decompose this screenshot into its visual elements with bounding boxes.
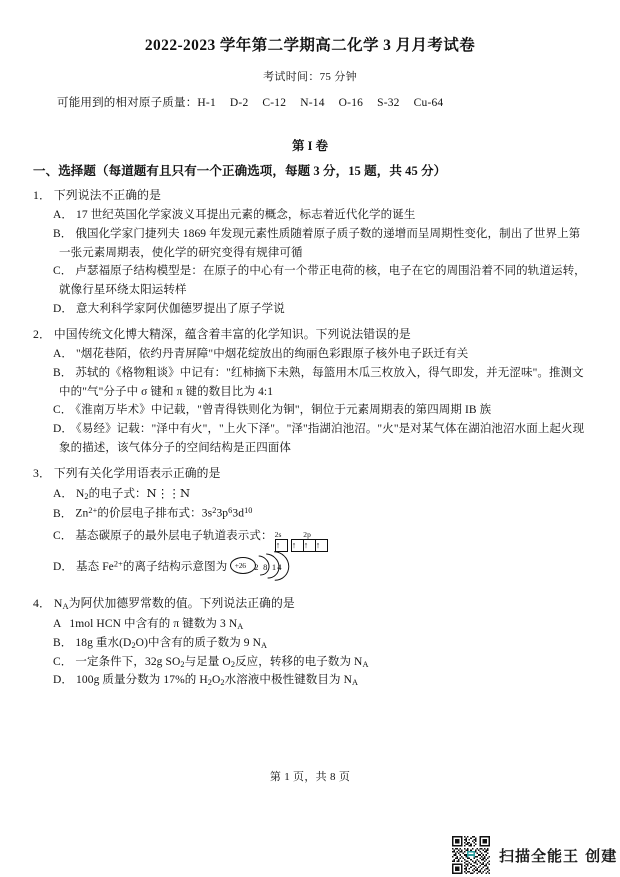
subscript: 2 bbox=[180, 659, 185, 669]
atomic-mass-item: D-2 bbox=[229, 97, 249, 110]
question-number: 2． bbox=[33, 327, 51, 342]
orbital-boxes bbox=[275, 539, 330, 552]
question-4 bbox=[33, 594, 587, 690]
subscript: 2 bbox=[220, 678, 225, 688]
atomic-mass-item: N-14 bbox=[300, 97, 325, 110]
formula-n2: N bbox=[76, 488, 85, 501]
config-base: 3s bbox=[201, 507, 213, 520]
option-text: O)中含有的质子数为 9 N bbox=[135, 637, 262, 650]
option-c[interactable] bbox=[33, 262, 587, 299]
option-text: 1mol HCN 中含有的 π 键数为 3 N bbox=[69, 618, 238, 631]
question-text: 下列说法不正确的是 bbox=[53, 188, 161, 203]
orbital-group-2p bbox=[291, 539, 328, 552]
option-text: 的电子式： bbox=[88, 488, 147, 501]
orbital-label-2s: 2s bbox=[274, 529, 282, 539]
orbital-box: ↑ bbox=[292, 540, 304, 551]
option-text: 水溶液中极性键数目为 N bbox=[224, 674, 352, 687]
question-stem bbox=[33, 186, 587, 204]
option-label: C． bbox=[53, 404, 73, 417]
option-text: 一定条件下，32g SO bbox=[75, 655, 181, 668]
option-text: 18g 重水(D bbox=[75, 637, 132, 650]
orbital-box: ↑ bbox=[275, 540, 281, 551]
camscanner-watermark bbox=[452, 836, 617, 874]
option-label: A． bbox=[53, 488, 74, 501]
option-list bbox=[33, 345, 587, 457]
option-text: 与足量 O bbox=[184, 655, 231, 668]
ion-structure-diagram bbox=[230, 552, 304, 578]
option-a[interactable] bbox=[33, 484, 587, 504]
option-label: A． bbox=[53, 348, 74, 361]
option-c[interactable] bbox=[33, 524, 587, 552]
question-text: 下列有关化学用语表示正确的是 bbox=[53, 466, 221, 481]
page-title: 2022-2023 学年第二学期高二化学 3 月月考试卷 bbox=[144, 37, 476, 54]
option-b[interactable] bbox=[33, 634, 587, 653]
option-d[interactable] bbox=[33, 671, 587, 690]
question-3 bbox=[33, 464, 587, 580]
option-list bbox=[33, 484, 587, 580]
subscript: A bbox=[261, 640, 268, 650]
option-a[interactable] bbox=[33, 345, 587, 364]
option-label: C． bbox=[53, 655, 73, 668]
orbital-labels bbox=[275, 531, 330, 539]
question-stem bbox=[33, 464, 587, 482]
option-text: 100g 质量分数为 17%的 H bbox=[76, 674, 208, 687]
orbital-box: ↑ bbox=[304, 540, 316, 551]
option-text: O bbox=[211, 674, 221, 687]
orbital-box: ↑ bbox=[315, 540, 321, 551]
atomic-mass-item: S-32 bbox=[377, 97, 400, 110]
option-text: 意大利科学家阿伏伽德罗提出了原子学说 bbox=[76, 302, 285, 315]
exam-duration: 考试时间：75 分钟 bbox=[263, 71, 357, 84]
question-text: 中国传统文化博大精深，蕴含着丰富的化学知识。下列说法错误的是 bbox=[53, 327, 411, 342]
subscript: A bbox=[362, 659, 369, 669]
orbital-diagram bbox=[275, 531, 330, 553]
option-d[interactable] bbox=[33, 552, 587, 580]
question-stem bbox=[33, 594, 587, 613]
option-list bbox=[33, 206, 587, 318]
section-heading: 一、选择题（每道题有且只有一个正确选项，每题 3 分，15 题，共 45 分） bbox=[33, 164, 447, 179]
subscript: A bbox=[352, 678, 359, 688]
ion-symbol: Zn bbox=[75, 507, 89, 520]
option-label: B． bbox=[53, 507, 73, 520]
option-label: B． bbox=[53, 367, 73, 380]
atomic-mass-item: O-16 bbox=[338, 97, 364, 110]
question-stem bbox=[33, 325, 587, 343]
page-footer: 第 1 页，共 8 页 bbox=[269, 771, 351, 783]
option-c[interactable] bbox=[33, 653, 587, 672]
option-text: 基态碳原子的最外层电子轨道表示式： bbox=[75, 530, 273, 543]
question-text: 为阿伏加德罗常数的值。下列说法正确的是 bbox=[68, 596, 295, 611]
option-text: "烟花巷陌，依约丹青屏障"中烟花绽放出的绚丽色彩跟原子核外电子跃迁有关 bbox=[76, 348, 469, 361]
config-superscript: 2 bbox=[212, 506, 217, 516]
option-d[interactable] bbox=[33, 300, 587, 319]
option-label: C． bbox=[53, 530, 73, 543]
option-label: D． bbox=[53, 422, 74, 435]
subscript: 2 bbox=[84, 492, 89, 502]
option-b[interactable] bbox=[33, 225, 587, 262]
ion-shell-counts: 2 8 14 bbox=[254, 562, 283, 573]
option-text: 卢瑟福原子结构模型是：在原子的中心有一个带正电荷的核，电子在它的周围沿着不同的轨道运转，就像行星环绕太阳运转样 bbox=[59, 265, 586, 296]
subscript: 2 bbox=[207, 678, 212, 688]
subscript: 2 bbox=[230, 659, 236, 669]
question-number: 1． bbox=[33, 188, 51, 203]
atomic-mass-item: H-1 bbox=[197, 97, 216, 110]
ion-symbol: 基态 Fe bbox=[76, 561, 114, 574]
question-number: 4． bbox=[33, 596, 51, 611]
option-label: B． bbox=[53, 637, 73, 650]
question-1 bbox=[33, 186, 587, 318]
config-base: 3d bbox=[232, 507, 245, 520]
option-text: 的价层电子排布式： bbox=[97, 507, 202, 520]
atomic-mass-item: C-12 bbox=[262, 97, 287, 110]
option-label: D． bbox=[53, 561, 74, 574]
superscript-charge: 2+ bbox=[88, 506, 98, 516]
option-text: 《易经》记载："泽中有火"，"上火下泽"。"泽"指湖泊池沼。"火"是对某气体在湖泊池沼水面上起火现象的描述，该气体分子的空间结构是正四面体 bbox=[59, 422, 585, 454]
question-number: 3． bbox=[33, 466, 51, 481]
atomic-mass-line bbox=[33, 94, 587, 110]
option-label: B． bbox=[53, 228, 73, 241]
option-b[interactable] bbox=[33, 504, 587, 524]
option-text: 反应，转移的电子数为 N bbox=[235, 655, 363, 668]
superscript-charge: 2+ bbox=[113, 559, 123, 569]
option-a[interactable] bbox=[33, 206, 587, 225]
option-label: A． bbox=[53, 209, 74, 222]
option-b[interactable] bbox=[33, 364, 587, 401]
option-label: A bbox=[53, 618, 62, 631]
option-c[interactable] bbox=[33, 401, 587, 420]
config-base: 3p bbox=[216, 507, 229, 520]
ion-nucleus-charge: +26 bbox=[230, 557, 256, 574]
atomic-mass-item: Cu-64 bbox=[413, 97, 444, 110]
option-text: 《淮南万毕术》中记载，"曾青得铁则化为铜"，铜位于元素周期表的第四周期 IB 族 bbox=[75, 404, 492, 417]
option-d[interactable] bbox=[33, 420, 587, 457]
watermark-text: 扫描全能王 创建 bbox=[499, 846, 618, 865]
subscript: 2 bbox=[131, 640, 136, 650]
atomic-mass-label: 可能用到的相对原子质量： bbox=[57, 97, 198, 110]
avogadro-symbol: N bbox=[53, 596, 63, 611]
option-text: 17 世纪英国化学家波义耳提出元素的概念，标志着近代化学的诞生 bbox=[76, 209, 416, 222]
option-label: D． bbox=[53, 674, 74, 687]
option-list bbox=[33, 615, 587, 690]
config-superscript: 10 bbox=[244, 506, 253, 516]
subscript: A bbox=[62, 601, 69, 612]
electron-formula-n2: N⋮⋮N bbox=[146, 486, 191, 501]
option-text: 俄国化学家门捷列夫 1869 年发现元素性质随着原子质子数的递增而呈周期性变化，制出了世界上第一张元素周期表，使化学的研究变得有规律可循 bbox=[59, 228, 581, 259]
qr-code bbox=[452, 836, 490, 874]
option-text: 苏轼的《格物粗谈》中记有："红柿摘下未熟，每篮用木瓜三枚放入，得气即发，并无涩味"。推测文中的"气"分子中 σ 键和 π 键的数目比为 4:1 bbox=[59, 367, 584, 398]
question-2 bbox=[33, 325, 587, 457]
option-label: D． bbox=[53, 302, 74, 315]
option-a[interactable] bbox=[33, 615, 587, 634]
subscript: A bbox=[237, 622, 244, 632]
config-superscript: 6 bbox=[228, 506, 233, 516]
option-label: C． bbox=[53, 265, 73, 278]
orbital-label-2p: 2p bbox=[303, 529, 311, 539]
option-text: 的离子结构示意图为 bbox=[122, 561, 228, 574]
paper-part-heading: 第 I 卷 bbox=[291, 139, 329, 154]
